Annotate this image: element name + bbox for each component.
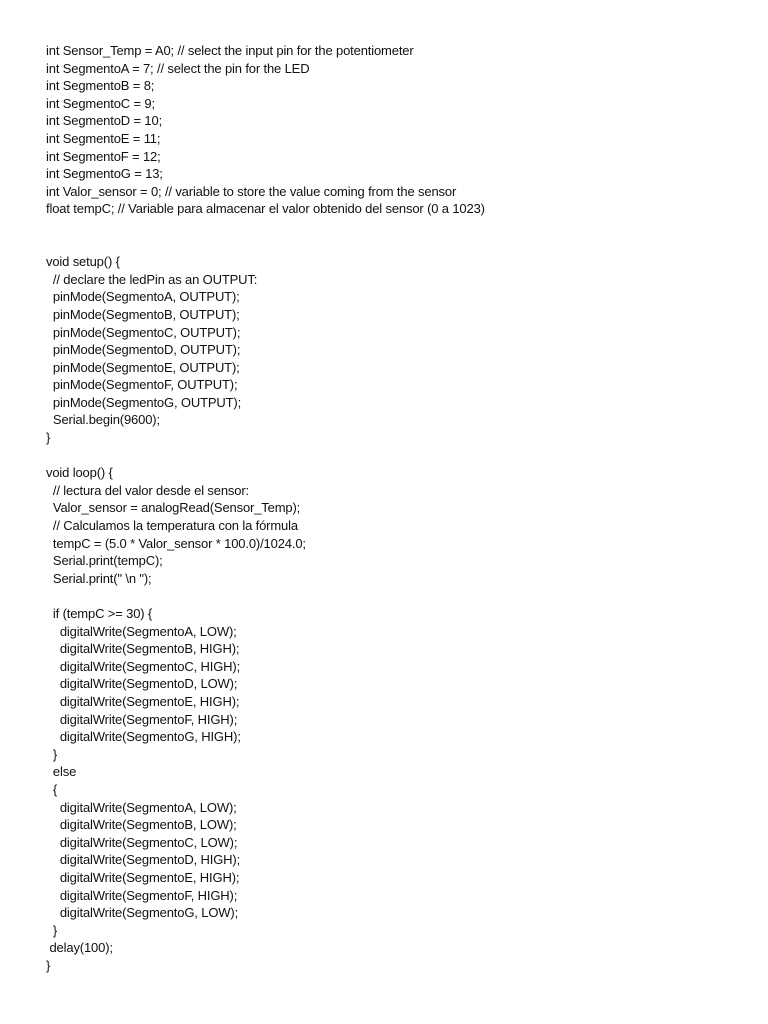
code-line: pinMode(SegmentoE, OUTPUT); bbox=[46, 359, 240, 375]
code-line: int SegmentoE = 11; bbox=[46, 130, 161, 146]
code-line: int SegmentoA = 7; // select the pin for the LED bbox=[46, 60, 310, 76]
code-line: pinMode(SegmentoC, OUTPUT); bbox=[46, 324, 241, 340]
code-line: void setup() { bbox=[46, 254, 120, 270]
code-line: digitalWrite(SegmentoA, LOW); bbox=[46, 799, 237, 815]
code-line: pinMode(SegmentoD, OUTPUT); bbox=[46, 342, 241, 358]
code-line: int SegmentoG = 13; bbox=[46, 166, 163, 182]
code-line: int Sensor_Temp = A0; // select the input pin for the potentiometer bbox=[46, 43, 414, 58]
code-line bbox=[46, 236, 736, 254]
code-line: pinMode(SegmentoG, OUTPUT); bbox=[46, 394, 242, 410]
code-line: digitalWrite(SegmentoG, HIGH); bbox=[46, 729, 241, 745]
code-line: digitalWrite(SegmentoG, LOW); bbox=[46, 905, 239, 921]
code-line: int SegmentoC = 9; bbox=[46, 95, 155, 111]
code-line: } bbox=[46, 922, 58, 938]
code-line: pinMode(SegmentoF, OUTPUT); bbox=[46, 377, 238, 393]
code-line: digitalWrite(SegmentoD, HIGH); bbox=[46, 852, 241, 868]
code-line: digitalWrite(SegmentoB, HIGH); bbox=[46, 641, 240, 657]
code-line: int SegmentoB = 8; bbox=[46, 78, 155, 94]
code-line: digitalWrite(SegmentoC, LOW); bbox=[46, 834, 238, 850]
code-line: Serial.print(tempC); bbox=[46, 553, 163, 569]
code-line: digitalWrite(SegmentoE, HIGH); bbox=[46, 693, 240, 709]
code-line: Serial.print(" \n "); bbox=[46, 570, 152, 586]
code-line: { bbox=[46, 781, 58, 797]
code-line bbox=[46, 218, 736, 236]
code-line: pinMode(SegmentoB, OUTPUT); bbox=[46, 306, 240, 322]
code-line: Valor_sensor = analogRead(Sensor_Temp); bbox=[46, 500, 301, 516]
code-line: } bbox=[46, 746, 58, 762]
code-line: digitalWrite(SegmentoB, LOW); bbox=[46, 817, 237, 833]
code-line bbox=[46, 447, 736, 465]
code-line: digitalWrite(SegmentoA, LOW); bbox=[46, 623, 237, 639]
code-line bbox=[46, 587, 736, 605]
code-line: pinMode(SegmentoA, OUTPUT); bbox=[46, 289, 240, 305]
code-line: digitalWrite(SegmentoF, HIGH); bbox=[46, 711, 238, 727]
code-line: delay(100); bbox=[46, 940, 113, 956]
code-line: // Calculamos la temperatura con la fórmula bbox=[46, 518, 298, 534]
code-listing bbox=[46, 42, 736, 974]
code-line: digitalWrite(SegmentoD, LOW); bbox=[46, 676, 238, 692]
code-line: } bbox=[46, 430, 51, 446]
code-line: void loop() { bbox=[46, 465, 113, 481]
code-line: } bbox=[46, 957, 51, 973]
code-line: if (tempC >= 30) { bbox=[46, 606, 153, 621]
code-line: tempC = (5.0 * Valor_sensor * 100.0)/1024.0; bbox=[46, 535, 306, 551]
code-line: // declare the ledPin as an OUTPUT: bbox=[46, 271, 258, 287]
code-line: else bbox=[46, 764, 77, 780]
code-line: digitalWrite(SegmentoF, HIGH); bbox=[46, 887, 238, 903]
code-line: digitalWrite(SegmentoE, HIGH); bbox=[46, 869, 240, 885]
code-line: digitalWrite(SegmentoC, HIGH); bbox=[46, 658, 241, 674]
code-line: float tempC; // Variable para almacenar el valor obtenido del sensor (0 a 1023) bbox=[46, 201, 485, 217]
code-line: int SegmentoD = 10; bbox=[46, 113, 163, 129]
code-line: Serial.begin(9600); bbox=[46, 412, 160, 428]
code-line: // lectura del valor desde el sensor: bbox=[46, 482, 249, 498]
code-line: int Valor_sensor = 0; // variable to store the value coming from the sensor bbox=[46, 183, 457, 199]
code-line: int SegmentoF = 12; bbox=[46, 148, 161, 164]
